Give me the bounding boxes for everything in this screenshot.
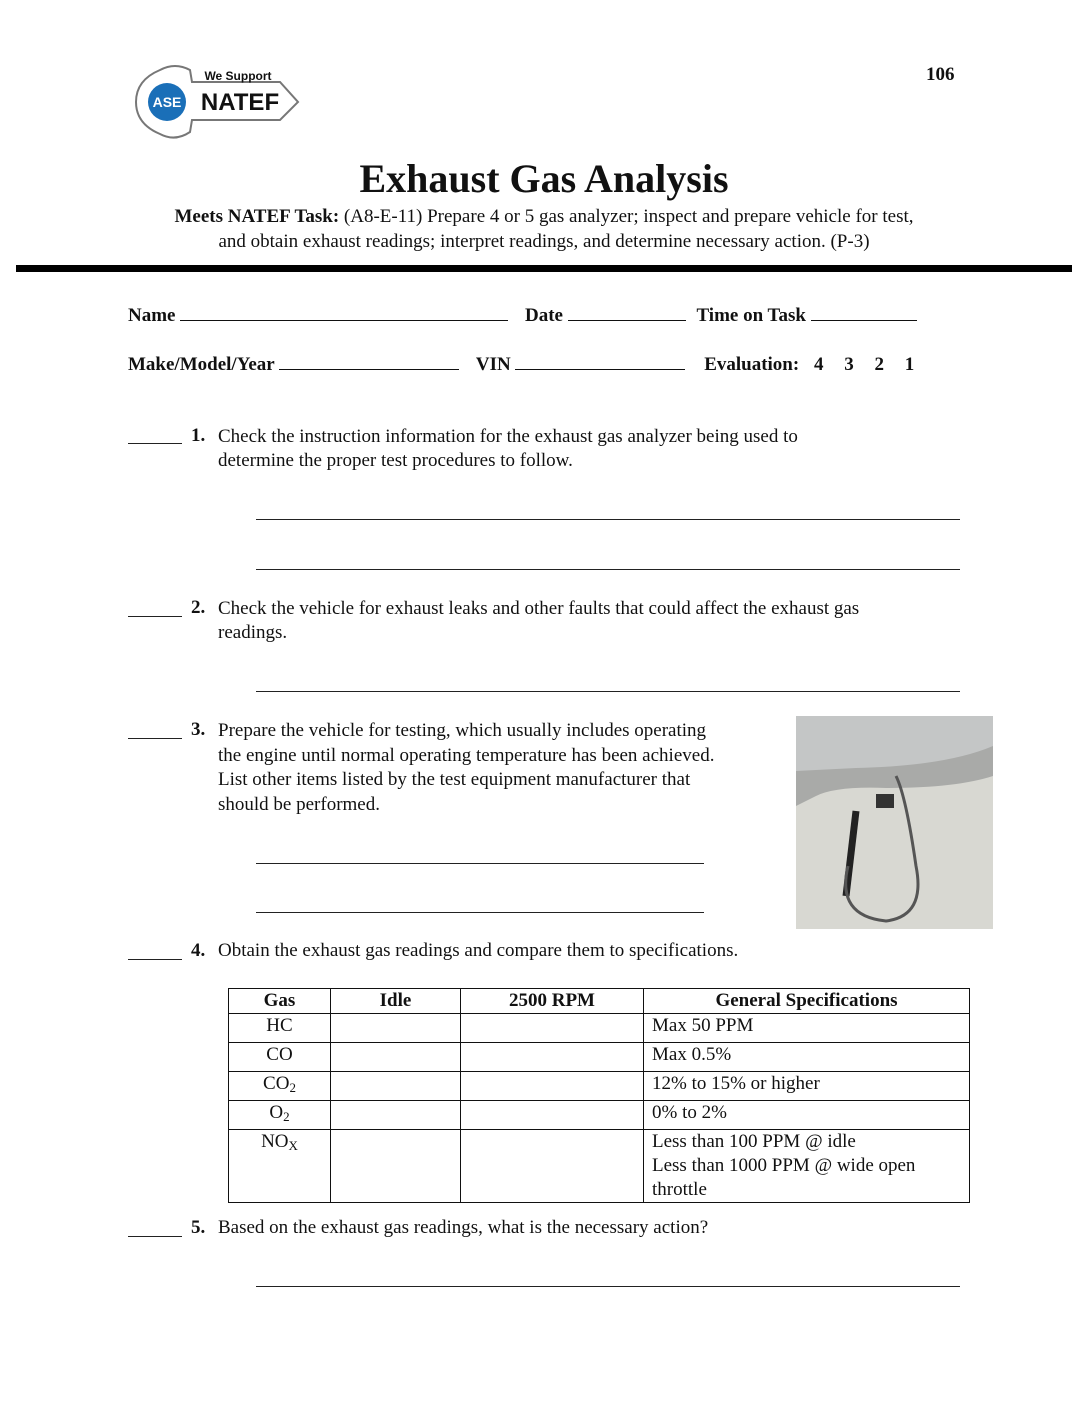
step-2-text: [218, 597, 859, 645]
name-field[interactable]: [180, 302, 508, 321]
score-1[interactable]: 1: [904, 354, 915, 375]
spec-cell: [644, 1072, 970, 1101]
svg-text:ASE: ASE: [152, 94, 182, 110]
spec-line: Less than 1000 PPM @ wide open: [652, 1155, 916, 1176]
rpm-cell[interactable]: [461, 1130, 644, 1203]
step-4-number: 4.: [191, 940, 206, 961]
score-2[interactable]: 2: [874, 354, 884, 375]
step-5-check[interactable]: [128, 1236, 182, 1237]
table-header-row: [229, 989, 970, 1014]
score-4[interactable]: 4: [813, 354, 824, 375]
svg-text:NATEF: NATEF: [200, 89, 280, 116]
score-3[interactable]: 3: [844, 354, 854, 375]
fields-row-2: [128, 351, 914, 376]
step-1-number: 1.: [191, 425, 206, 446]
header-general-specifications: General Specifications: [644, 989, 970, 1014]
answer-line[interactable]: [256, 569, 960, 570]
gas-name: O: [269, 1102, 284, 1123]
answer-line[interactable]: [256, 912, 704, 913]
gas-name: NO: [261, 1131, 289, 1152]
spec-line: 12% to 15% or higher: [652, 1073, 820, 1094]
spec-line: Max 0.5%: [652, 1044, 732, 1065]
fields-row-1: [128, 302, 917, 327]
step-5-text: Based on the exhaust gas readings, what is the necessary action?: [218, 1217, 709, 1238]
step-4-text: Obtain the exhaust gas readings and compare them to specifications.: [218, 940, 739, 961]
svg-text:We Support: We Support: [204, 69, 272, 83]
gas-name: CO: [263, 1073, 290, 1094]
gas-cell: [229, 1101, 331, 1130]
gas-name: CO: [266, 1044, 293, 1065]
header-idle: Idle: [331, 989, 461, 1014]
step-2-number: 2.: [191, 597, 206, 618]
idle-cell[interactable]: [331, 1101, 461, 1130]
rpm-cell[interactable]: [461, 1043, 644, 1072]
step-3-line: should be performed.: [218, 793, 380, 815]
answer-line[interactable]: [256, 1286, 960, 1287]
answer-line[interactable]: [256, 519, 960, 520]
step-2-line: Check the vehicle for exhaust leaks and other faults that could affect the exhaust gas: [218, 598, 860, 619]
answer-line[interactable]: [256, 691, 960, 692]
idle-cell[interactable]: [331, 1072, 461, 1101]
step-3-text: [218, 719, 714, 817]
step-1-text: [218, 425, 798, 473]
make-label: Make/Model/Year: [128, 354, 275, 375]
answer-line[interactable]: [256, 863, 704, 864]
step-3-number: 3.: [191, 719, 206, 740]
evaluation-label: Evaluation:: [704, 354, 800, 375]
step-1-line: determine the proper test procedures to follow.: [218, 450, 573, 471]
spec-cell: [644, 1130, 970, 1203]
step-1-line: Check the instruction information for the exhaust gas analyzer being used to: [218, 426, 798, 447]
task-description: [0, 204, 1088, 254]
date-field[interactable]: [568, 302, 686, 321]
step-2-line: readings.: [218, 622, 288, 643]
rpm-cell[interactable]: [461, 1072, 644, 1101]
make-field[interactable]: [279, 351, 459, 370]
step-2-check[interactable]: [128, 616, 182, 617]
idle-cell[interactable]: [331, 1014, 461, 1043]
date-label: Date: [524, 305, 563, 326]
spec-cell: [644, 1043, 970, 1072]
task-line-2: and obtain exhaust readings; interpret readings, and determine necessary action. (P-3): [218, 231, 870, 252]
gas-subscript: 2: [283, 1109, 290, 1124]
step-1-check[interactable]: [128, 443, 182, 444]
task-label: Meets NATEF Task:: [174, 206, 340, 227]
step-5-number: 5.: [191, 1217, 206, 1238]
idle-cell[interactable]: [331, 1043, 461, 1072]
header-divider: [16, 265, 1072, 272]
table-row: [229, 1043, 970, 1072]
gas-subscript: 2: [289, 1080, 296, 1095]
rpm-cell[interactable]: [461, 1014, 644, 1043]
vin-field[interactable]: [515, 351, 685, 370]
gas-cell: [229, 1014, 331, 1043]
gas-cell: [229, 1130, 331, 1203]
gas-name: HC: [266, 1015, 293, 1036]
vin-label: VIN: [475, 354, 511, 375]
gas-cell: [229, 1043, 331, 1072]
table-row: [229, 1101, 970, 1130]
gas-subscript: X: [288, 1138, 298, 1153]
natef-logo: [130, 58, 305, 150]
idle-cell[interactable]: [331, 1130, 461, 1203]
name-label: Name: [128, 305, 176, 326]
spec-cell: [644, 1101, 970, 1130]
step-3-line: Prepare the vehicle for testing, which usually includes operating: [218, 720, 707, 741]
spec-line: Max 50 PPM: [652, 1015, 754, 1036]
step-3-line: the engine until normal operating temperature has been achieved.: [218, 744, 715, 766]
step-3-check[interactable]: [128, 738, 182, 739]
header-2500-rpm: 2500 RPM: [461, 989, 644, 1014]
spec-line: throttle: [652, 1179, 707, 1200]
exhaust-readings-table: [228, 988, 970, 1203]
spec-line: Less than 100 PPM @ idle: [652, 1131, 856, 1152]
gas-cell: [229, 1072, 331, 1101]
page-number: 106: [926, 64, 955, 85]
spec-cell: [644, 1014, 970, 1043]
header-gas: Gas: [229, 989, 331, 1014]
exhaust-probe-photo: [796, 716, 993, 929]
spec-line: 0% to 2%: [652, 1102, 727, 1123]
task-line-1: (A8-E-11) Prepare 4 or 5 gas analyzer; inspect and prepare vehicle for test,: [343, 206, 914, 227]
time-label: Time on Task: [696, 305, 806, 326]
table-row: [229, 1130, 970, 1203]
time-field[interactable]: [811, 302, 917, 321]
rpm-cell[interactable]: [461, 1101, 644, 1130]
table-row: [229, 1072, 970, 1101]
step-3-line: List other items listed by the test equipment manufacturer that: [218, 769, 691, 790]
step-4-check[interactable]: [128, 959, 182, 960]
page-title: Exhaust Gas Analysis: [359, 156, 729, 201]
table-row: [229, 1014, 970, 1043]
